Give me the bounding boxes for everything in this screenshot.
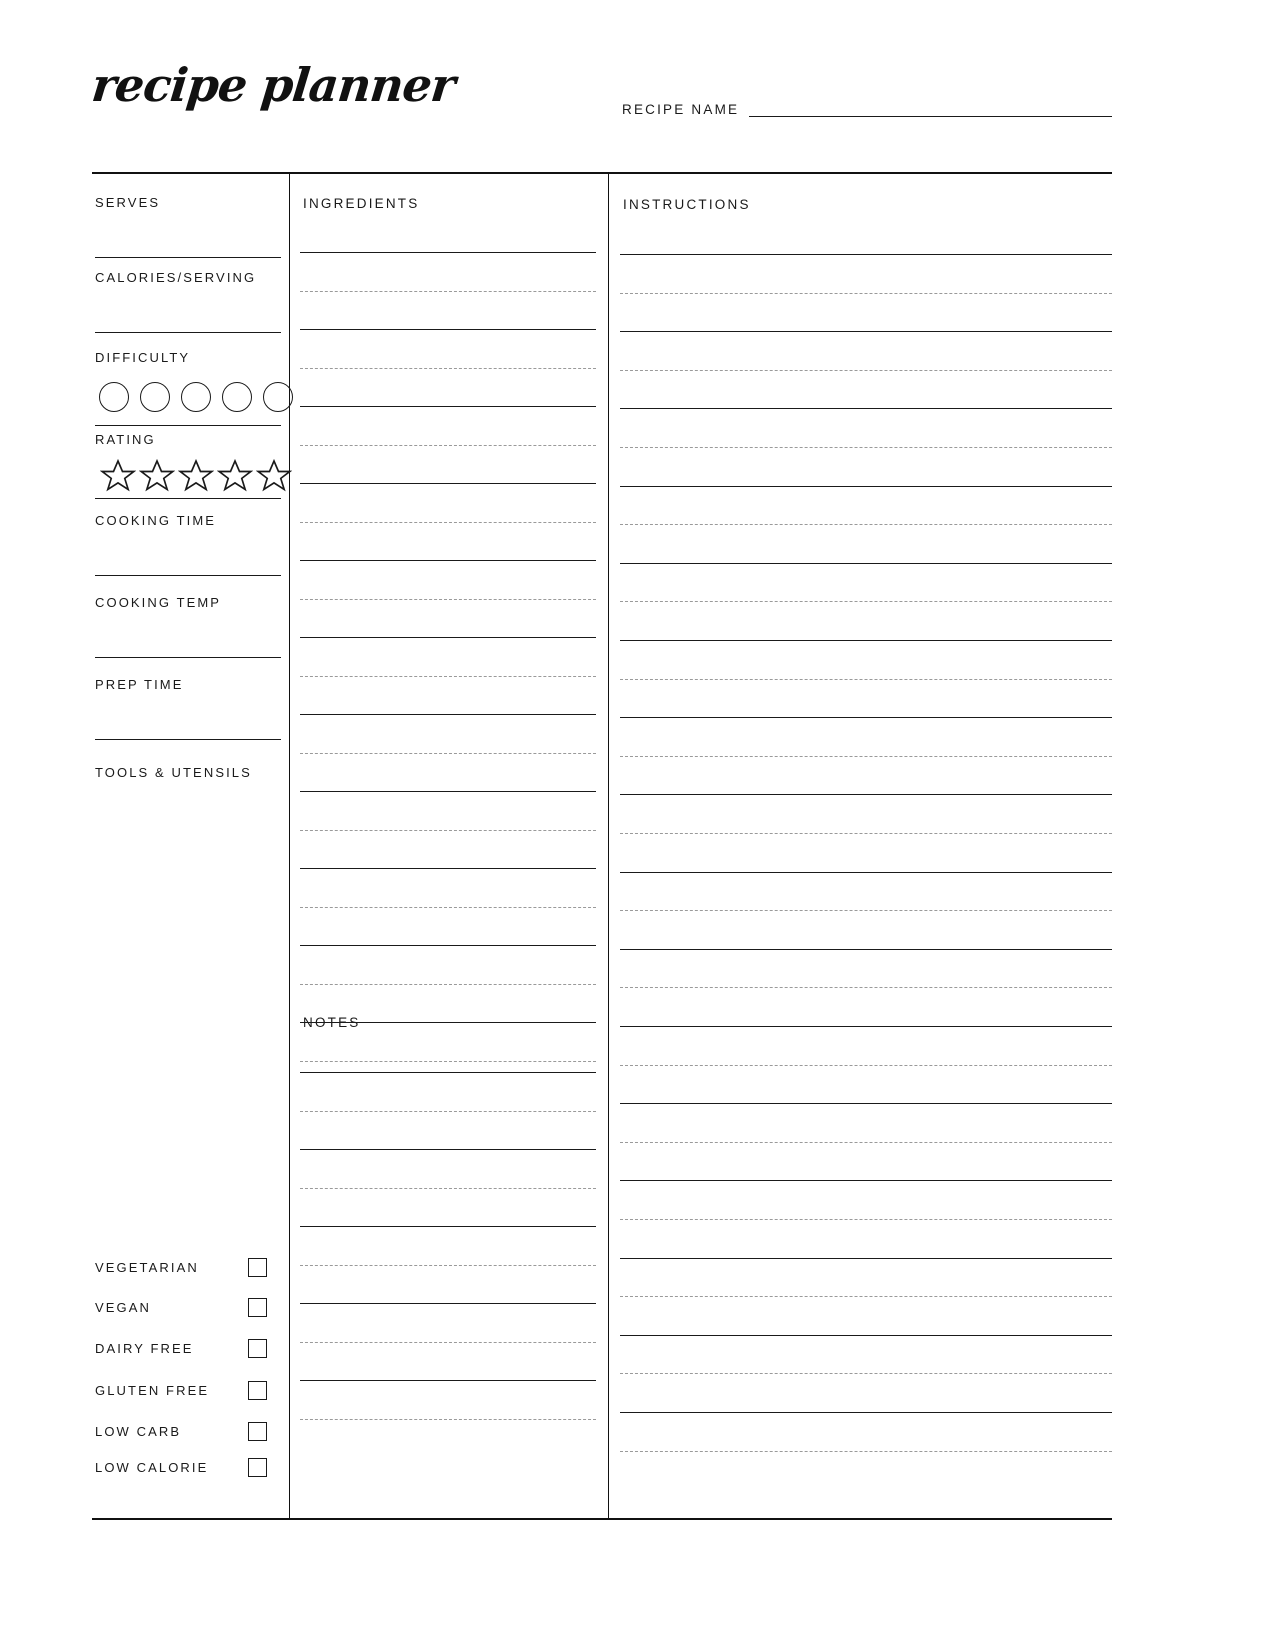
instruction-line[interactable]	[620, 447, 1112, 448]
ingredient-line[interactable]	[300, 1022, 596, 1023]
field-serves-label: SERVES	[95, 195, 161, 210]
field-rating	[95, 432, 281, 447]
difficulty-circle-2[interactable]	[140, 382, 170, 412]
star-icon-5[interactable]	[256, 458, 292, 494]
diet-option-dairy-free-label: DAIRY FREE	[95, 1341, 194, 1356]
diet-option-dairy-free-checkbox[interactable]	[248, 1339, 267, 1358]
note-line[interactable]	[300, 1419, 596, 1420]
ingredient-line[interactable]	[300, 368, 596, 369]
column-divider-left	[289, 172, 290, 1518]
instruction-line[interactable]	[620, 1373, 1112, 1374]
notes-heading: NOTES	[303, 1015, 361, 1030]
instruction-line[interactable]	[620, 563, 1112, 564]
instruction-line[interactable]	[620, 524, 1112, 525]
diet-option-low-carb-label: LOW CARB	[95, 1424, 182, 1439]
instruction-line[interactable]	[620, 601, 1112, 602]
ingredient-line[interactable]	[300, 637, 596, 638]
field-cooking-time-input-line[interactable]	[95, 575, 281, 576]
ingredient-line[interactable]	[300, 445, 596, 446]
note-line[interactable]	[300, 1342, 596, 1343]
instruction-line[interactable]	[620, 756, 1112, 757]
field-cooking-temp[interactable]	[95, 595, 281, 610]
instruction-line[interactable]	[620, 794, 1112, 795]
diet-option-low-carb[interactable]	[95, 1422, 267, 1441]
frame-top-border	[92, 172, 1112, 174]
instruction-line[interactable]	[620, 949, 1112, 950]
field-prep-time[interactable]	[95, 677, 281, 692]
field-tools-utensils-label: TOOLS & UTENSILS	[95, 765, 252, 780]
note-line[interactable]	[300, 1303, 596, 1304]
column-divider-right	[608, 172, 609, 1518]
note-line[interactable]	[300, 1149, 596, 1150]
field-difficulty	[95, 350, 281, 365]
rating-divider	[95, 498, 281, 499]
field-rating-label: RATING	[95, 432, 156, 447]
field-prep-time-label: PREP TIME	[95, 677, 184, 692]
recipe-name-field[interactable]	[622, 102, 1112, 117]
difficulty-circle-1[interactable]	[99, 382, 129, 412]
diet-option-low-calorie[interactable]	[95, 1458, 267, 1477]
star-icon-3[interactable]	[178, 458, 214, 494]
note-line[interactable]	[300, 1380, 596, 1381]
ingredient-line[interactable]	[300, 907, 596, 908]
ingredient-line[interactable]	[300, 599, 596, 600]
instruction-line[interactable]	[620, 910, 1112, 911]
field-tools-utensils[interactable]	[95, 765, 281, 780]
ingredient-line[interactable]	[300, 714, 596, 715]
difficulty-circle-3[interactable]	[181, 382, 211, 412]
instruction-line[interactable]	[620, 293, 1112, 294]
diet-option-vegan-label: VEGAN	[95, 1300, 152, 1315]
difficulty-divider	[95, 425, 281, 426]
rating-selector[interactable]	[100, 458, 292, 494]
instruction-line[interactable]	[620, 254, 1112, 255]
instruction-line[interactable]	[620, 1219, 1112, 1220]
frame-bottom-border	[92, 1518, 1112, 1520]
ingredient-line[interactable]	[300, 483, 596, 484]
instruction-line[interactable]	[620, 331, 1112, 332]
instruction-line[interactable]	[620, 872, 1112, 873]
field-cooking-temp-input-line[interactable]	[95, 657, 281, 658]
instruction-line[interactable]	[620, 1103, 1112, 1104]
instructions-heading: INSTRUCTIONS	[623, 197, 751, 212]
ingredient-line[interactable]	[300, 945, 596, 946]
difficulty-circle-4[interactable]	[222, 382, 252, 412]
field-serves[interactable]	[95, 195, 281, 210]
note-line[interactable]	[300, 1188, 596, 1189]
field-calories-serving-input-line[interactable]	[95, 332, 281, 333]
note-line[interactable]	[300, 1111, 596, 1112]
instruction-line[interactable]	[620, 1258, 1112, 1259]
note-line[interactable]	[300, 1226, 596, 1227]
difficulty-circle-5[interactable]	[263, 382, 293, 412]
ingredient-line[interactable]	[300, 291, 596, 292]
instruction-line[interactable]	[620, 1412, 1112, 1413]
ingredient-line[interactable]	[300, 753, 596, 754]
note-line[interactable]	[300, 1072, 596, 1073]
instruction-line[interactable]	[620, 717, 1112, 718]
diet-option-low-calorie-checkbox[interactable]	[248, 1458, 267, 1477]
ingredient-line[interactable]	[300, 1061, 596, 1062]
ingredient-line[interactable]	[300, 676, 596, 677]
instruction-line[interactable]	[620, 640, 1112, 641]
star-icon-1[interactable]	[100, 458, 136, 494]
instruction-line[interactable]	[620, 1451, 1112, 1452]
difficulty-selector[interactable]	[99, 382, 293, 412]
diet-option-gluten-free-checkbox[interactable]	[248, 1381, 267, 1400]
instruction-line[interactable]	[620, 1296, 1112, 1297]
instruction-line[interactable]	[620, 1026, 1112, 1027]
diet-option-gluten-free[interactable]	[95, 1381, 267, 1400]
note-line[interactable]	[300, 1265, 596, 1266]
star-icon-2[interactable]	[139, 458, 175, 494]
diet-option-vegetarian-label: VEGETARIAN	[95, 1260, 199, 1275]
diet-option-gluten-free-label: GLUTEN FREE	[95, 1383, 210, 1398]
page-header	[89, 58, 1112, 138]
recipe-name-input-line[interactable]	[749, 103, 1112, 117]
ingredient-line[interactable]	[300, 984, 596, 985]
field-serves-input-line[interactable]	[95, 257, 281, 258]
instruction-line[interactable]	[620, 679, 1112, 680]
instruction-line[interactable]	[620, 1065, 1112, 1066]
diet-option-low-calorie-label: LOW CALORIE	[95, 1460, 209, 1475]
diet-option-vegetarian[interactable]	[95, 1258, 267, 1277]
ingredient-line[interactable]	[300, 791, 596, 792]
field-cooking-temp-label: COOKING TEMP	[95, 595, 222, 610]
instruction-line[interactable]	[620, 833, 1112, 834]
diet-option-vegan[interactable]	[95, 1298, 267, 1317]
field-calories-serving-label: CALORIES/SERVING	[95, 270, 257, 285]
instruction-line[interactable]	[620, 370, 1112, 371]
ingredients-heading: INGREDIENTS	[303, 196, 420, 211]
diet-option-vegan-checkbox[interactable]	[248, 1298, 267, 1317]
instruction-line[interactable]	[620, 486, 1112, 487]
instruction-line[interactable]	[620, 408, 1112, 409]
ingredient-line[interactable]	[300, 830, 596, 831]
ingredient-line[interactable]	[300, 522, 596, 523]
field-difficulty-label: DIFFICULTY	[95, 350, 191, 365]
instruction-line[interactable]	[620, 1335, 1112, 1336]
instruction-line[interactable]	[620, 1180, 1112, 1181]
field-prep-time-input-line[interactable]	[95, 739, 281, 740]
field-cooking-time[interactable]	[95, 513, 281, 528]
instruction-line[interactable]	[620, 1142, 1112, 1143]
diet-option-dairy-free[interactable]	[95, 1339, 267, 1358]
ingredient-line[interactable]	[300, 329, 596, 330]
ingredient-line[interactable]	[300, 560, 596, 561]
page-title: recipe planner	[89, 58, 458, 112]
ingredient-line[interactable]	[300, 406, 596, 407]
instruction-line[interactable]	[620, 987, 1112, 988]
diet-option-low-carb-checkbox[interactable]	[248, 1422, 267, 1441]
diet-option-vegetarian-checkbox[interactable]	[248, 1258, 267, 1277]
field-cooking-time-label: COOKING TIME	[95, 513, 217, 528]
field-calories-serving[interactable]	[95, 270, 281, 285]
ingredient-line[interactable]	[300, 252, 596, 253]
recipe-name-label: RECIPE NAME	[622, 102, 740, 117]
ingredient-line[interactable]	[300, 868, 596, 869]
star-icon-4[interactable]	[217, 458, 253, 494]
